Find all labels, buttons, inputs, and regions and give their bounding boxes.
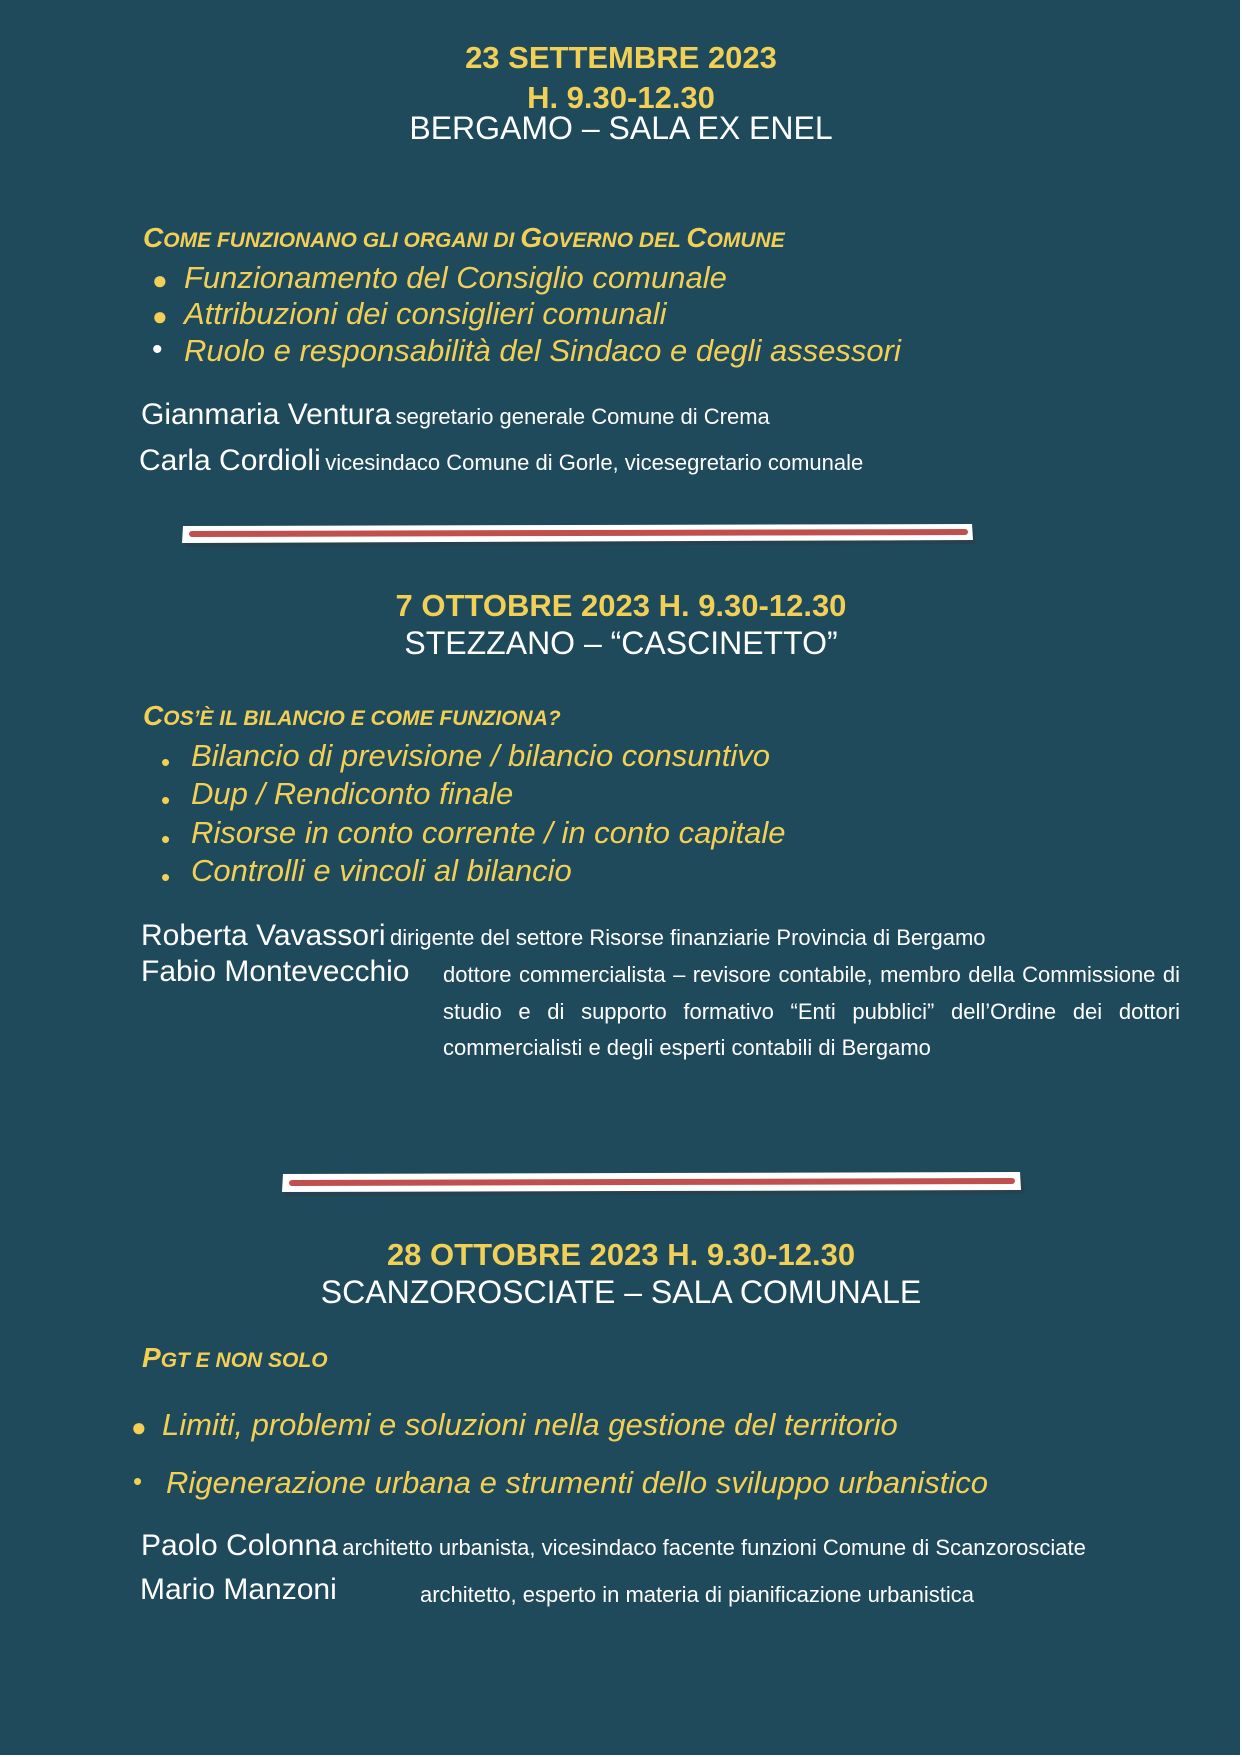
bullet-icon: • bbox=[161, 747, 171, 777]
speaker bbox=[141, 919, 986, 953]
topic-text: OME FUNZIONANO GLI ORGANI DI bbox=[163, 229, 521, 252]
bullet-icon: • bbox=[133, 1466, 143, 1496]
section1-bullet: Funzionamento del Consiglio comunale bbox=[184, 260, 727, 295]
section3-bullet: Limiti, problemi e soluzioni nella gestione del territorio bbox=[162, 1407, 898, 1442]
section1-bullet: Ruolo e responsabilità del Sindaco e degli assessori bbox=[184, 333, 901, 368]
section2-topic-title bbox=[143, 700, 561, 732]
topic-text: OS’È IL BILANCIO E COME FUNZIONA? bbox=[163, 707, 561, 730]
speaker-name: Gianmaria Ventura bbox=[141, 398, 392, 431]
section1-date: 23 SETTEMBRE 2023 bbox=[465, 40, 777, 75]
speaker-role: vicesindaco Comune di Gorle, vicesegretario comunale bbox=[325, 450, 864, 475]
topic-initial: C bbox=[143, 222, 164, 253]
speaker-role: dottore commercialista – revisore contabile, membro della Commissione di studio e di supporto formativo “Enti pubblici” dell’Ordine dei dottori commercialisti e degli esperti contabili di Bergamo bbox=[443, 962, 1180, 1060]
section3-place: SCANZOROSCIATE – SALA COMUNALE bbox=[320, 1274, 922, 1310]
bullet-icon: • bbox=[161, 785, 171, 815]
bullet-icon: ● bbox=[152, 265, 168, 295]
section2-bullet: Risorse in conto corrente / in conto capitale bbox=[191, 815, 786, 850]
topic-text: OVERNO DEL bbox=[542, 229, 687, 252]
bullet-icon: • bbox=[152, 333, 163, 366]
bullet-icon: ● bbox=[131, 1412, 147, 1442]
topic-initial: P bbox=[142, 1342, 161, 1373]
speaker-name: Paolo Colonna bbox=[141, 1529, 338, 1562]
speaker bbox=[141, 1529, 1086, 1563]
speaker bbox=[139, 444, 863, 478]
topic-initial: G bbox=[520, 222, 543, 253]
speaker-role: architetto, esperto in materia di pianificazione urbanistica bbox=[420, 1582, 974, 1607]
speaker-name: Fabio Montevecchio bbox=[141, 955, 410, 988]
section1-place: BERGAMO – SALA EX ENEL bbox=[409, 110, 833, 146]
section-divider bbox=[280, 1171, 1030, 1203]
section1-topic-title bbox=[143, 222, 785, 254]
section2-place: STEZZANO – “CASCINETTO” bbox=[404, 625, 838, 661]
section-divider bbox=[180, 523, 980, 553]
topic-initial: C bbox=[686, 222, 707, 253]
topic-text: GT E NON SOLO bbox=[160, 1349, 328, 1372]
speaker-name: Roberta Vavassori bbox=[141, 919, 386, 952]
speaker bbox=[141, 955, 409, 989]
speaker-role: dirigente del settore Risorse finanziarie Provincia di Bergamo bbox=[390, 925, 986, 950]
section2-bullet: Bilancio di previsione / bilancio consuntivo bbox=[191, 738, 770, 773]
speaker-role: architetto urbanista, vicesindaco facente funzioni Comune di Scanzorosciate bbox=[342, 1535, 1086, 1560]
section2-bullet: Controlli e vincoli al bilancio bbox=[191, 853, 572, 888]
bullet-icon: • bbox=[161, 824, 171, 854]
topic-initial: C bbox=[143, 700, 164, 731]
speaker bbox=[420, 1582, 974, 1608]
bullet-icon: • bbox=[161, 862, 171, 892]
section2-date-time: 7 OTTOBRE 2023 H. 9.30-12.30 bbox=[395, 588, 847, 623]
section1-time: H. 9.30-12.30 bbox=[527, 80, 715, 115]
section2-bullet: Dup / Rendiconto finale bbox=[191, 776, 514, 811]
speaker bbox=[141, 398, 770, 432]
speaker-role: segretario generale Comune di Crema bbox=[395, 404, 770, 429]
bullet-icon: ● bbox=[152, 301, 168, 331]
topic-text: OMUNE bbox=[706, 229, 785, 252]
speaker bbox=[140, 1573, 337, 1607]
section3-bullet: Rigenerazione urbana e strumenti dello sviluppo urbanistico bbox=[166, 1465, 988, 1500]
section1-bullet: Attribuzioni dei consiglieri comunali bbox=[184, 296, 667, 331]
section3-topic-title bbox=[142, 1342, 328, 1374]
speaker-name: Mario Manzoni bbox=[140, 1573, 337, 1606]
section3-date-time: 28 OTTOBRE 2023 H. 9.30-12.30 bbox=[386, 1237, 856, 1272]
speaker-name: Carla Cordioli bbox=[139, 444, 321, 477]
